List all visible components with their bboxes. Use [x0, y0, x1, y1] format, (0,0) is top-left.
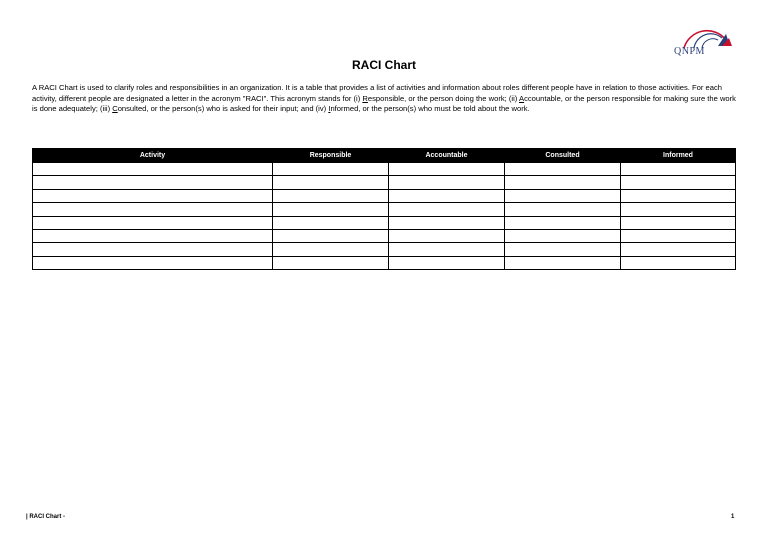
table-cell[interactable] [621, 189, 736, 202]
table-cell[interactable] [273, 189, 389, 202]
intro-text: onsulted, or the person(s) who is asked for their input; and (iv) [117, 104, 329, 113]
table-cell[interactable] [33, 163, 273, 176]
footer-label: | RACI Chart - [26, 514, 66, 520]
table-cell[interactable] [389, 163, 505, 176]
table-cell[interactable] [505, 229, 621, 242]
table-cell[interactable] [33, 189, 273, 202]
table-cell[interactable] [33, 243, 273, 256]
page-number: 1 [731, 514, 735, 520]
logo-text: QNPM [674, 46, 705, 57]
table-cell[interactable] [33, 216, 273, 229]
header-informed: Informed [621, 149, 736, 163]
table-cell[interactable] [505, 256, 621, 269]
table-row [33, 243, 736, 256]
table-row [33, 203, 736, 216]
table-cell[interactable] [505, 189, 621, 202]
table-cell[interactable] [621, 203, 736, 216]
table-cell[interactable] [273, 229, 389, 242]
table-row [33, 189, 736, 202]
intro-letter-a: A [519, 93, 525, 103]
table-cell[interactable] [505, 176, 621, 189]
table-cell[interactable] [389, 189, 505, 202]
raci-table [32, 148, 736, 270]
table-cell[interactable] [621, 256, 736, 269]
intro-letter-c: C [112, 104, 118, 113]
header-activity: Activity [33, 149, 273, 163]
table-cell[interactable] [505, 216, 621, 229]
table-cell[interactable] [389, 203, 505, 216]
header-consulted: Consulted [505, 149, 621, 163]
table-row [33, 163, 736, 176]
table-cell[interactable] [273, 203, 389, 216]
table-cell[interactable] [389, 176, 505, 189]
table-cell[interactable] [33, 176, 273, 189]
table-cell[interactable] [33, 229, 273, 242]
intro-text: ccountable, or the person responsible for making sure the work is done adequately; (iii) [32, 93, 736, 113]
intro-letter-i: I [328, 104, 331, 113]
table-cell[interactable] [273, 163, 389, 176]
table-row [33, 216, 736, 229]
intro-text: esponsible, or the person doing the work; (ii) [367, 93, 519, 103]
table-cell[interactable] [389, 229, 505, 242]
intro-paragraph [32, 83, 740, 115]
header-accountable: Accountable [389, 149, 505, 163]
table-cell[interactable] [621, 176, 736, 189]
table-cell[interactable] [505, 203, 621, 216]
table-cell[interactable] [273, 176, 389, 189]
table-cell[interactable] [389, 243, 505, 256]
table-cell[interactable] [621, 163, 736, 176]
table-cell[interactable] [273, 216, 389, 229]
table-cell[interactable] [505, 243, 621, 256]
header-responsible: Responsible [273, 149, 389, 163]
table-body [33, 163, 736, 270]
table-header-row [33, 149, 736, 163]
table-row [33, 256, 736, 269]
table-cell[interactable] [33, 256, 273, 269]
table-cell[interactable] [33, 203, 273, 216]
table-cell[interactable] [273, 256, 389, 269]
intro-text: nformed, or the person(s) who must be told about the work. [330, 104, 530, 113]
table-cell[interactable] [273, 243, 389, 256]
table-row [33, 229, 736, 242]
page-title: RACI Chart [351, 58, 416, 72]
table-cell[interactable] [505, 163, 621, 176]
table-cell[interactable] [389, 216, 505, 229]
table-cell[interactable] [621, 229, 736, 242]
intro-text: A RACI Chart is used to clarify roles and responsibilities in an organization. It is a table that provides a list of activities and information about roles different people have in relation to those activities. For each activity, different people are designated a letter in the acronym "RACI". This acronym stands for (i) [32, 83, 722, 103]
intro-letter-r: R [362, 93, 368, 103]
table-row [33, 176, 736, 189]
table-cell[interactable] [389, 256, 505, 269]
table-cell[interactable] [621, 243, 736, 256]
table-cell[interactable] [621, 216, 736, 229]
